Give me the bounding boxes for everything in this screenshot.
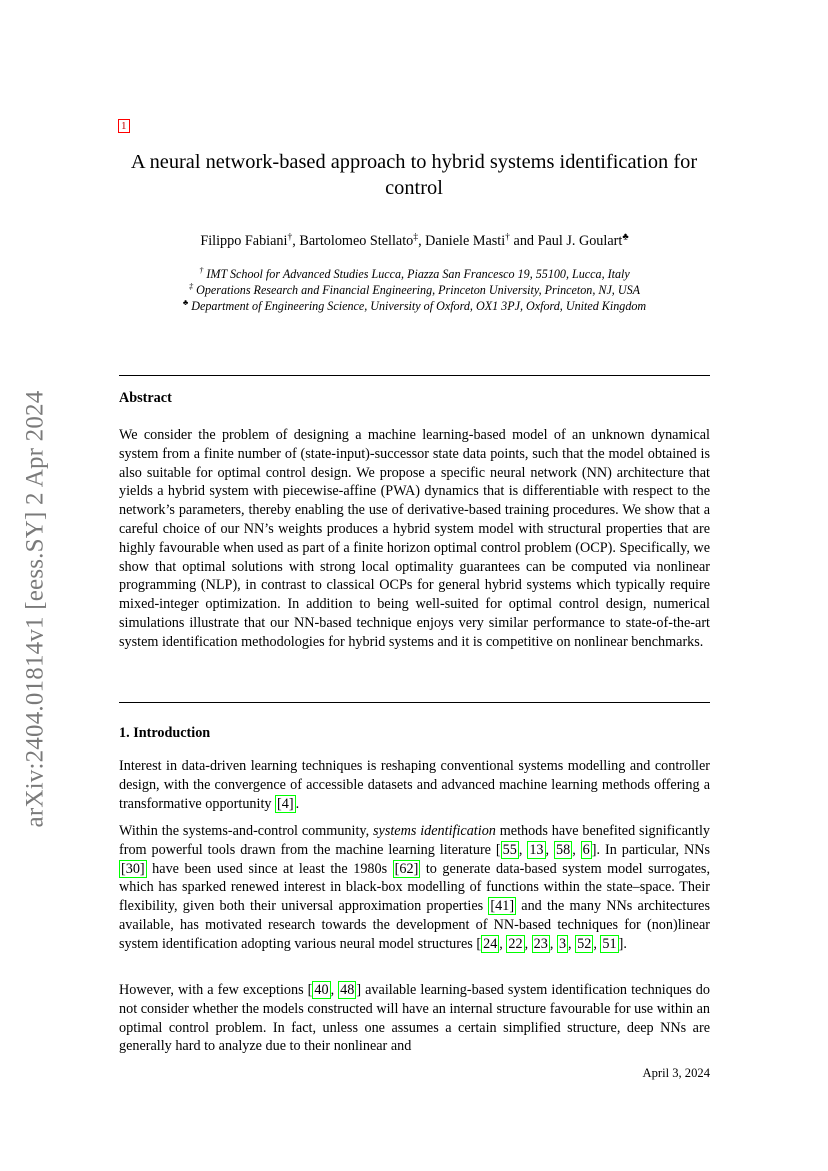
- arxiv-stamp: [12, 362, 58, 856]
- author-mark: †: [287, 231, 293, 243]
- citation-link[interactable]: [62]: [394, 860, 419, 877]
- intro-paragraph-1: Interest in data-driven learning techniques is reshaping conventional systems modelling and controller design, with the convergence of accessible datasets and advanced machine learning methods offering a transformative opportunity [4] .: [119, 758, 710, 812]
- citation-link[interactable]: 6: [582, 841, 590, 858]
- abstract-top-rule: [119, 375, 710, 376]
- author-name: Filippo Fabiani: [200, 233, 288, 249]
- citation-link[interactable]: [30]: [121, 860, 145, 877]
- citation-link[interactable]: [4]: [277, 795, 294, 812]
- citation-link[interactable]: 52: [577, 935, 592, 952]
- author-mark: ‡: [413, 231, 419, 243]
- citation-link[interactable]: 51: [602, 935, 617, 952]
- intro-paragraph-3: However, with a few exceptions [ 40 , 48 ] available learning-based system identification techniques do not consider whether the models constructed will have an internal structure favourable for use within an optimal control problem. In fact, unless one assumes a certain simplified structure, deep NNs are generally hard to analyze due to their nonlinear and: [119, 982, 710, 1055]
- citation-link[interactable]: 24: [483, 935, 498, 952]
- abstract-text: We consider the problem of designing a machine learning-based model of an unknown dynamical system from a finite number of (state-input)-successor state data points, such that the model obtained is also suitable for optimal control design. We propose a specific neural network (NN) architecture that yields a hybrid system with piecewise-affine (PWA) dynamics that is differentiable with respect to the network’s parameters, thereby enabling the use of derivative-based training procedures. We show that a careful choice of our NN’s weights produces a hybrid system model with structural properties that are highly favourable when used as part of a finite horizon optimal control problem (OCP). Specifically, we show that optimal solutions with strong local optimality guarantees can be computed via nonlinear programming (NLP), in contrast to classical OCPs for general hybrid systems which typically require mixed-integer optimization. In addition to being well-suited for optimal control design, numerical simulations illustrate that our NN-based technique enjoys very similar performance to state-of-the-art system identification methodologies for hybrid systems and it is competitive on nonlinear benchmarks.: [119, 427, 710, 650]
- author-name: Bartolomeo Stellato: [299, 233, 414, 249]
- citation-link[interactable]: 13: [529, 841, 544, 858]
- document-date: April 3, 2024: [642, 1066, 710, 1080]
- arxiv-stamp-text: arXiv:2404.01814v1 [eess.SY] 2 Apr 2024: [21, 390, 48, 828]
- abstract-bottom-rule: [119, 702, 710, 703]
- section-heading-introduction: 1. Introduction: [119, 725, 211, 741]
- affiliation-line: ♣ Department of Engineering Science, University of Oxford, OX1 3PJ, Oxford, United Kingdom: [182, 297, 647, 313]
- paper-title: A neural network-based approach to hybrid systems identification for control: [130, 151, 698, 199]
- author-mark: †: [505, 231, 510, 243]
- citation-link[interactable]: 58: [556, 841, 571, 858]
- citation-link[interactable]: 22: [508, 935, 523, 952]
- affiliation-line: ‡ Operations Research and Financial Engineering, Princeton University, Princeton, NJ, USA: [188, 281, 641, 297]
- affiliations: [119, 266, 710, 314]
- citation-link[interactable]: 3: [558, 935, 567, 952]
- citation-link[interactable]: 23: [533, 935, 548, 952]
- footnote-marker[interactable]: 1: [118, 119, 130, 133]
- abstract-heading: Abstract: [119, 390, 172, 406]
- intro-paragraph-2: Within the systems-and-control community, systems identification methods have benefited significantly from powerful tools drawn from the machine learning literature [ 55 , 13 , 58 , 6 ]. In particular, NNs [30] have been used since at least the 1980s [62] to generate data-based system model surrogates, which has sparked renewed interest in black-box modelling of functions within the state–space. Their flexibility, given both their universal approximation properties [41] and the many NNs architectures available, has motivated research towards the development of NN-based techniques for (non)linear system identification adopting various neural model structures [ 24 , 22 , 23 , 3 , 52 , 51 ].: [119, 823, 711, 952]
- citation-link[interactable]: 48: [340, 982, 355, 998]
- author-list: Filippo Fabiani†, Bartolomeo Stellato‡, Daniele Masti† and Paul J. Goulart♣: [200, 231, 629, 249]
- author-mark: ♣: [622, 231, 629, 243]
- citation-link[interactable]: 55: [502, 841, 517, 858]
- author-name: Paul J. Goulart: [537, 233, 623, 249]
- citation-link[interactable]: 40: [314, 982, 329, 998]
- citation-link[interactable]: [41]: [490, 898, 515, 915]
- affiliation-line: † IMT School for Advanced Studies Lucca, Piazza San Francesco 19, 55100, Lucca, Italy: [199, 265, 630, 281]
- emphasis: systems identification: [373, 823, 496, 839]
- author-name: Daniele Masti: [425, 233, 506, 249]
